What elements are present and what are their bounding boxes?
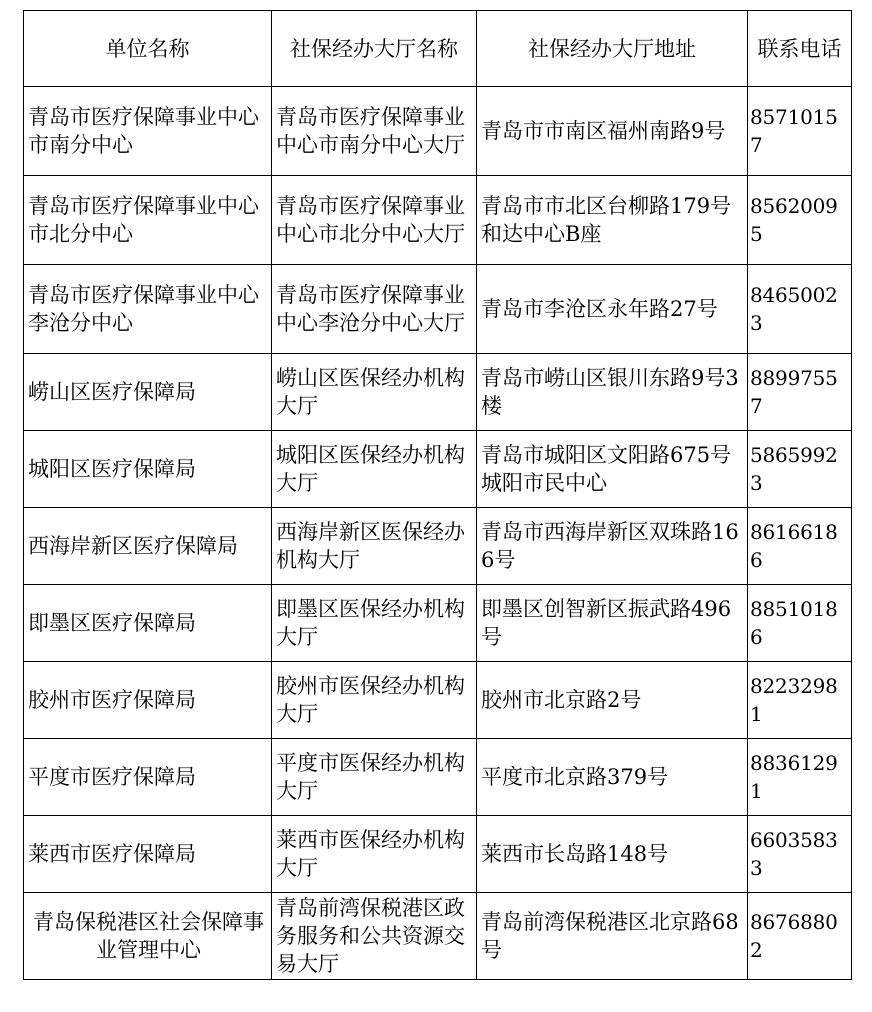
hall-name-cell: 西海岸新区医保经办机构大厅 bbox=[272, 508, 477, 585]
unit-name-cell: 青岛市医疗保障事业中心李沧分中心 bbox=[24, 265, 272, 354]
unit-name-cell: 青岛保税港区社会保障事业管理中心 bbox=[24, 893, 272, 980]
header-hall-name: 社保经办大厅名称 bbox=[272, 11, 477, 87]
hall-name-cell: 胶州市医保经办机构大厅 bbox=[272, 662, 477, 739]
unit-name-cell: 即墨区医疗保障局 bbox=[24, 585, 272, 662]
table-row bbox=[24, 431, 852, 508]
phone-cell: 86166186 bbox=[748, 508, 852, 585]
table-row bbox=[24, 739, 852, 816]
phone-cell: 88510186 bbox=[748, 585, 852, 662]
table-row bbox=[24, 265, 852, 354]
hall-name-cell: 青岛市医疗保障事业中心李沧分中心大厅 bbox=[272, 265, 477, 354]
header-phone: 联系电话 bbox=[748, 11, 852, 87]
unit-name-cell: 胶州市医疗保障局 bbox=[24, 662, 272, 739]
hall-name-cell: 莱西市医保经办机构大厅 bbox=[272, 816, 477, 893]
hall-address-cell: 青岛市城阳区文阳路675号城阳市民中心 bbox=[477, 431, 748, 508]
phone-cell: 85620095 bbox=[748, 176, 852, 265]
hall-address-cell: 青岛前湾保税港区北京路68号 bbox=[477, 893, 748, 980]
hall-address-cell: 莱西市长岛路148号 bbox=[477, 816, 748, 893]
hall-address-cell: 青岛市市北区台柳路179号和达中心B座 bbox=[477, 176, 748, 265]
hall-address-cell: 青岛市西海岸新区双珠路166号 bbox=[477, 508, 748, 585]
hall-address-cell: 胶州市北京路2号 bbox=[477, 662, 748, 739]
table-row bbox=[24, 662, 852, 739]
unit-name-cell: 青岛市医疗保障事业中心市北分中心 bbox=[24, 176, 272, 265]
hall-address-cell: 即墨区创智新区振武路496号 bbox=[477, 585, 748, 662]
hall-name-cell: 崂山区医保经办机构大厅 bbox=[272, 354, 477, 431]
table-row bbox=[24, 816, 852, 893]
hall-name-cell: 平度市医保经办机构大厅 bbox=[272, 739, 477, 816]
table-row bbox=[24, 176, 852, 265]
header-hall-address: 社保经办大厅地址 bbox=[477, 11, 748, 87]
table-row bbox=[24, 87, 852, 176]
unit-name-cell: 莱西市医疗保障局 bbox=[24, 816, 272, 893]
table-row bbox=[24, 893, 852, 980]
phone-cell: 88361291 bbox=[748, 739, 852, 816]
hall-address-cell: 青岛市市南区福州南路9号 bbox=[477, 87, 748, 176]
hall-name-cell: 青岛市医疗保障事业中心市北分中心大厅 bbox=[272, 176, 477, 265]
phone-cell: 84650023 bbox=[748, 265, 852, 354]
unit-name-cell: 崂山区医疗保障局 bbox=[24, 354, 272, 431]
unit-name-cell: 城阳区医疗保障局 bbox=[24, 431, 272, 508]
phone-cell: 66035833 bbox=[748, 816, 852, 893]
table-header-row bbox=[24, 11, 852, 87]
phone-cell: 82232981 bbox=[748, 662, 852, 739]
phone-cell: 86768802 bbox=[748, 893, 852, 980]
unit-name-cell: 西海岸新区医疗保障局 bbox=[24, 508, 272, 585]
hall-name-cell: 即墨区医保经办机构大厅 bbox=[272, 585, 477, 662]
hall-address-cell: 平度市北京路379号 bbox=[477, 739, 748, 816]
table-row bbox=[24, 508, 852, 585]
phone-cell: 58659923 bbox=[748, 431, 852, 508]
hall-address-cell: 青岛市崂山区银川东路9号3楼 bbox=[477, 354, 748, 431]
table-row bbox=[24, 354, 852, 431]
phone-cell: 85710157 bbox=[748, 87, 852, 176]
hall-name-cell: 城阳区医保经办机构大厅 bbox=[272, 431, 477, 508]
table-row bbox=[24, 585, 852, 662]
header-unit-name: 单位名称 bbox=[24, 11, 272, 87]
unit-name-cell: 青岛市医疗保障事业中心市南分中心 bbox=[24, 87, 272, 176]
hall-address-cell: 青岛市李沧区永年路27号 bbox=[477, 265, 748, 354]
unit-name-cell: 平度市医疗保障局 bbox=[24, 739, 272, 816]
social-security-hall-table bbox=[23, 10, 852, 980]
hall-name-cell: 青岛市医疗保障事业中心市南分中心大厅 bbox=[272, 87, 477, 176]
hall-name-cell: 青岛前湾保税港区政务服务和公共资源交易大厅 bbox=[272, 893, 477, 980]
phone-cell: 88997557 bbox=[748, 354, 852, 431]
